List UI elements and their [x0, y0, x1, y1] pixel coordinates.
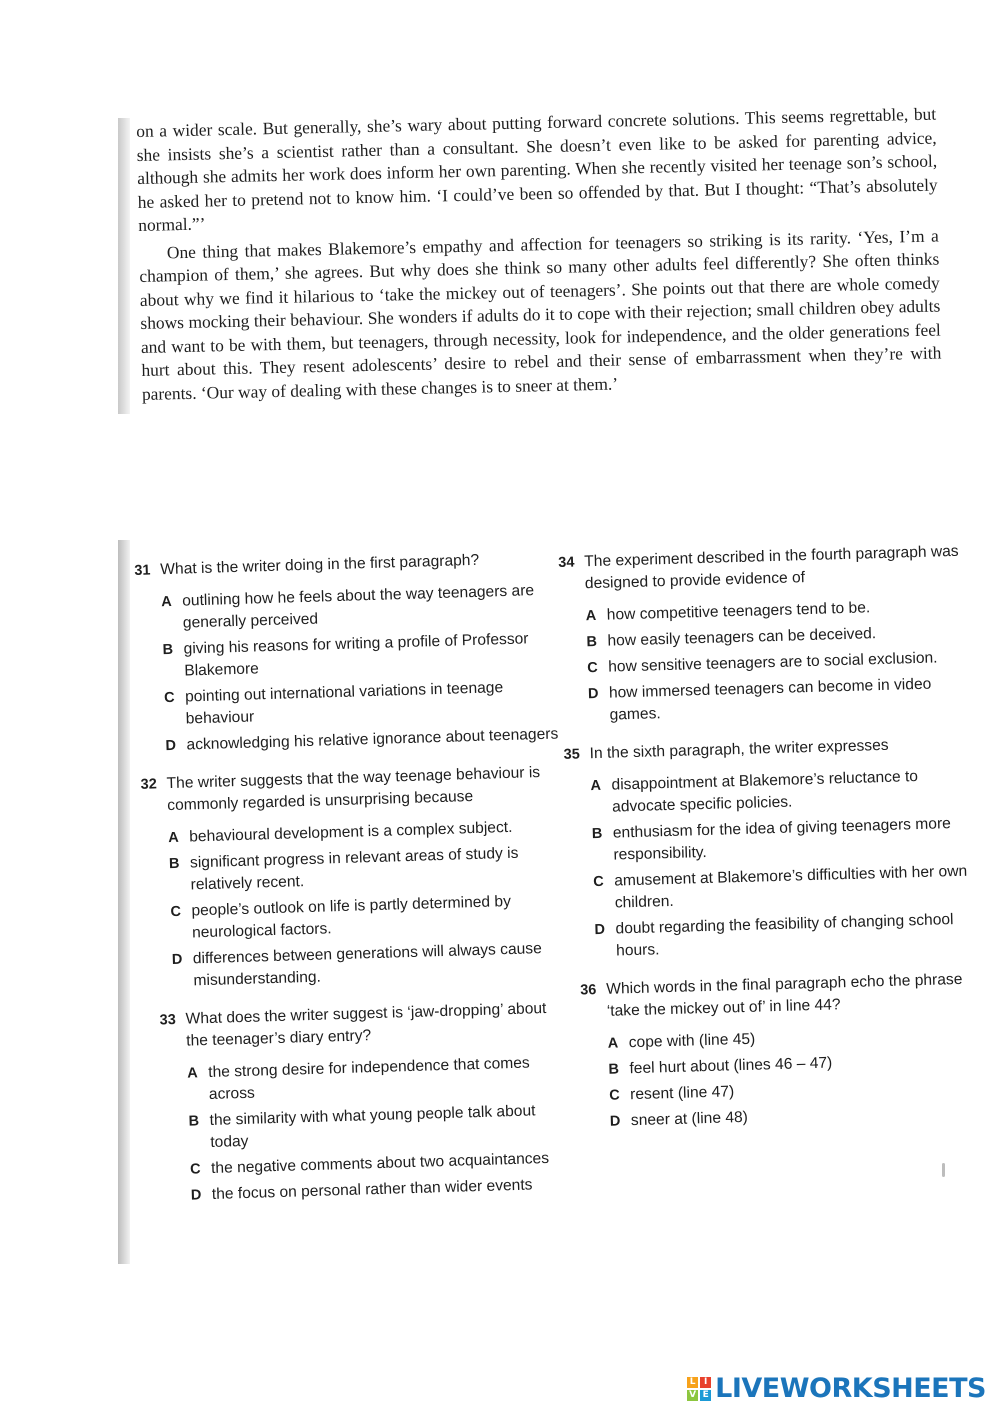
option-letter: B — [168, 855, 180, 873]
option-letter: D — [609, 1113, 621, 1130]
option-b[interactable] — [169, 841, 564, 897]
option-text: amusement at Blakemore’s difficulties with her own children. — [613, 862, 968, 912]
question-number: 32 — [140, 776, 158, 793]
option-letter: A — [187, 1065, 198, 1082]
option-text: doubt regarding the feasibility of changing school hours. — [615, 911, 954, 960]
question-number: 36 — [580, 982, 597, 999]
passage-paragraph-2: One thing that makes Blakemore’s empathy and affection for teenagers so striking is its rarity. ‘Yes, I’m a champion of them,’ she agrees. But why does she think so many other adults feel differently? She often thinks about why we find it hilarious to ‘take the mickey out of teenagers’. She points out that there are whole comedy shows mocking their behaviour. She wonders if adults do it to cope with their rejection; small children obey adults and want to be with them, but teenagers, through necessity, look for independence, and the older generations feel hurt about this. They resent adolescents’ desire to rebel and their sense of embarrassment when they’re with parents. ‘Our way of dealing with these changes is to sneer at them.’ — [139, 225, 942, 404]
option-text: feel hurt about (lines 46 – 47) — [629, 1054, 833, 1078]
question-text: What does the writer suggest is ‘jaw-dropping’ about the teenager’s diary entry? — [185, 999, 547, 1050]
logo-text: LIVEWORKSHEETS — [715, 1373, 986, 1404]
question-31 — [134, 548, 560, 758]
option-text: outlining how he feels about the way teenagers are generally perceived — [181, 582, 535, 632]
option-c[interactable] — [170, 889, 565, 945]
option-list — [161, 580, 560, 758]
option-list — [168, 815, 567, 993]
reading-passage — [136, 103, 942, 406]
option-d[interactable] — [172, 937, 567, 993]
option-letter: B — [188, 1113, 200, 1130]
logo-letter-v: V — [687, 1390, 698, 1401]
option-c[interactable] — [164, 675, 559, 731]
option-list — [590, 764, 989, 963]
option-letter: C — [608, 1087, 620, 1104]
option-a[interactable] — [161, 580, 556, 636]
option-text: resent (line 47) — [629, 1083, 735, 1104]
option-text: how immersed teenagers can become in video games. — [608, 675, 932, 724]
option-text: disappointment at Blakemore’s reluctance to advocate specific policies. — [611, 768, 919, 816]
option-letter: C — [587, 659, 598, 677]
questions-right-column — [558, 540, 995, 1149]
question-text: Which words in the final paragraph echo the phrase ‘take the mickey out of’ in line 44? — [605, 970, 963, 1020]
questions-left-column — [134, 548, 574, 1224]
option-b[interactable] — [162, 628, 557, 684]
logo-letter-l: L — [687, 1377, 698, 1388]
option-letter: D — [165, 737, 177, 755]
option-d[interactable] — [594, 908, 989, 963]
option-text: how sensitive teenagers are to social exclusion. — [607, 649, 938, 676]
question-number: 35 — [563, 746, 581, 763]
option-list — [607, 1022, 994, 1133]
option-text: giving his reasons for writing a profile of Professor Blakemore — [183, 630, 529, 680]
option-text: the similarity with what young people talk about today — [209, 1102, 536, 1151]
question-36 — [570, 968, 994, 1134]
option-b[interactable] — [188, 1099, 571, 1154]
pen-mark — [942, 1163, 945, 1177]
option-letter: C — [189, 1161, 201, 1178]
option-letter: A — [168, 829, 179, 847]
question-text: The writer suggests that the way teenage behaviour is commonly regarded is unsurprising because — [166, 764, 541, 815]
option-text: how easily teenagers can be deceived. — [607, 625, 877, 650]
option-letter: A — [585, 607, 597, 625]
option-a[interactable] — [590, 764, 985, 819]
question-number: 34 — [558, 554, 575, 571]
option-letter: D — [587, 685, 599, 703]
option-letter: D — [594, 921, 606, 939]
option-text: cope with (line 45) — [628, 1030, 756, 1052]
option-letter: A — [161, 593, 172, 611]
option-text: behavioural development is a complex subject. — [188, 818, 513, 846]
option-letter: B — [586, 633, 598, 651]
option-text: pointing out international variations in teenage behaviour — [184, 679, 504, 728]
option-letter: B — [591, 825, 603, 843]
option-text: acknowledging his relative ignorance about teenagers — [186, 725, 559, 754]
question-text: The experiment described in the fourth paragraph was designed to provide evidence of — [584, 542, 959, 593]
question-number: 31 — [134, 562, 151, 579]
option-letter: C — [163, 689, 175, 707]
option-letter: B — [608, 1061, 620, 1078]
option-letter: B — [162, 641, 174, 659]
option-d[interactable] — [588, 672, 983, 727]
option-text: sneer at (line 48) — [630, 1108, 749, 1130]
option-letter: D — [190, 1187, 202, 1204]
question-32 — [140, 761, 566, 993]
logo-letter-e: E — [700, 1390, 711, 1401]
question-34 — [558, 540, 983, 728]
option-text: enthusiasm for the idea of giving teenagers more responsibility. — [612, 815, 952, 864]
option-list — [187, 1051, 573, 1206]
option-c[interactable] — [593, 860, 988, 915]
option-text: differences between generations will always cause misunderstanding. — [192, 940, 543, 990]
option-text: how competitive teenagers tend to be. — [606, 599, 871, 624]
option-letter: C — [170, 903, 182, 921]
scan-shadow-top — [118, 118, 130, 414]
option-text: significant progress in relevant areas of study is relatively recent. — [189, 844, 519, 894]
option-list — [585, 594, 982, 727]
liveworksheets-logo[interactable] — [687, 1374, 986, 1404]
option-text: people’s outlook on life is partly determined by neurological factors. — [191, 892, 512, 942]
question-35 — [563, 732, 989, 964]
question-33 — [147, 997, 573, 1207]
option-text: the negative comments about two acquaintances — [210, 1149, 550, 1177]
logo-grid-icon — [687, 1377, 711, 1401]
question-text: In the sixth paragraph, the writer expresses — [589, 736, 889, 763]
option-text: the strong desire for independence that comes across — [207, 1054, 530, 1104]
option-letter: C — [593, 873, 604, 891]
option-letter: A — [590, 777, 602, 795]
question-number: 33 — [159, 1011, 177, 1029]
scan-shadow-bottom — [118, 540, 130, 1264]
logo-letter-i: I — [700, 1377, 711, 1388]
option-letter: D — [171, 951, 183, 969]
option-letter: A — [607, 1035, 619, 1052]
option-a[interactable] — [187, 1051, 570, 1106]
option-b[interactable] — [592, 812, 987, 867]
question-text: What is the writer doing in the first paragraph? — [160, 551, 480, 579]
option-text: the focus on personal rather than wider events — [211, 1176, 533, 1203]
passage-paragraph-1: on a wider scale. But generally, she’s wary about putting forward concrete solutions. This seems regrettable, but she insists she’s a scientist rather than a consultant. She doesn’t even like to be asked for parenting advice, although she admits her work does inform her own parenting. When she recently visited her teenage son’s school, he asked her to pretend not to know him. ‘I could’ve been so offended by that. But I thought: “That’s absolutely normal.”’ — [136, 103, 938, 235]
